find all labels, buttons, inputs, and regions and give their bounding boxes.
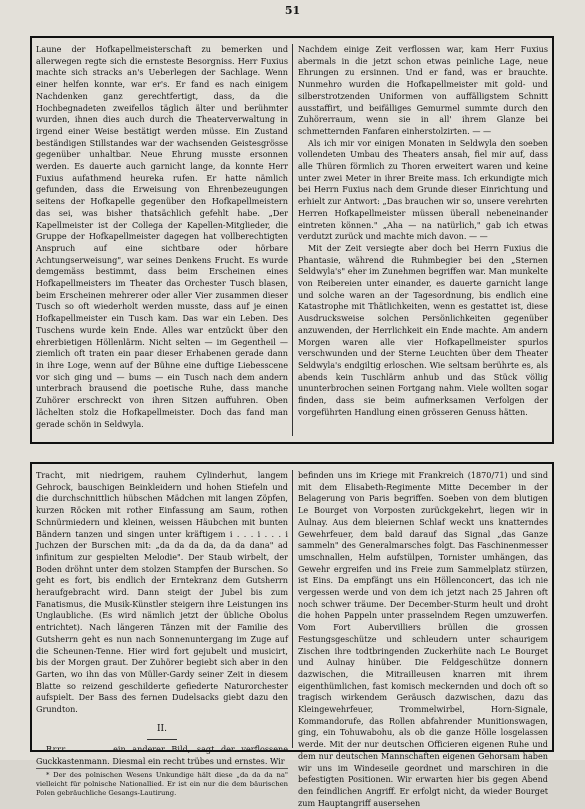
upper-right-column	[298, 44, 548, 419]
section-numeral: II.	[157, 723, 167, 734]
paragraph: befinden uns im Kriege mit Frankreich (1870/71) und sind mit dem Elisabeth-Regimente Mitte December in der Belagerung von Paris begriffen. Soeben von dem blutigen Le Bourget von Vorposten zurückgekehrt, liegen wir in Aulnay. Aus dem bleiernen Schlaf weckt uns knatterndes Gewehrfeuer, dem bald darauf das Signal „das Ganze sammeln" des Generalmarsches folgt. Das Faschinenmesser umschnallen, Helm aufstülpen, Tornister umhängen, das Gewehr ergreifen und ins Freie zum Sammelplatz stürzen, ist Eins. Da empfängt uns ein Höllenconcert, das ich nie vergessen werde und von dem ich jetzt nach 25 Jahren oft noch schwer träume. Der December-Sturm heult und droht die hohen Pappeln unter prasselndem Regen umzuwerfen. Vom Fort Aubervilliers brüllen die grossen Festungsgeschütze und schleudern unter schaurigem Zischen ihre todtbringenden Zuckerhüte nach Le Bourget und Aulnay hinüber. Die Feldgeschütze donnern dazwischen, die Mitrailleusen knarren mit ihrem eigenthümlichen, fast komisch meckernden und doch oft so tragisch wirkendem Geräusch dazwischen, dazu das Kleingewehrfeuer, Trommelwirbel, Horn-Signale, Kommandorufe, das Rollen abfahrender Munitionswagen, ging, ein Tohuwabohu, als ob die ganze Hölle losgelassen werde. Mit der nur deutschen Officieren eigenen Ruhe und dem nur deutschen Mannschaften eigenen Gehorsam haben wir uns im Windeseile geordnet und marschiren in die befestigten Positionen. Wir erwarten hier bis gegen Abend den feindlichen Angriff. Er erfolgt nicht, da wieder Bourget zum Hauptangriff ausersehen	[298, 470, 548, 808]
lower-text-frame	[30, 462, 554, 808]
column-divider	[292, 44, 293, 436]
column-divider	[292, 470, 293, 748]
upper-left-column	[36, 44, 288, 430]
page-number: 51	[284, 4, 301, 17]
paragraph: Mit der Zeit versiegte aber doch bei Herrn Fuxius die Phantasie, während die Ruhmbegier bei den „Sternen Seldwyla's" eher im Zunehmen begriffen war. Man munkelte von Reibereien unter einander, es dauerte garnicht lange und solche waren an der Tagesordnung, bis endlich eine Katastrophe mit Thätlichkeiten, wenn es gestattet ist, diese Ausdrucksweise solchen Persönlichkeiten gegenüber anzuwenden, der Herrlichkeit ein Ende machte. Am andern Morgen waren alle vier Hofkapellmeister spurlos verschwunden und der Sterne Leuchten über dem Theater Seldwyla's endgiltig erloschen. Wie seltsam berührte es, als abends kein Tuschlärm anhub und das Stück völlig ununterbrochen seinen Fortgang nahm. Viele wollten sogar finden, dass sie beim aufmerksamen Verfolgen der vorgeführten Handlung einen grösseren Genuss hätten.	[298, 242, 548, 417]
opening-word: Rrrr . . . .	[46, 744, 107, 755]
section-opening-paragraph	[36, 744, 288, 767]
upper-text-frame	[30, 36, 554, 444]
section-rule	[147, 739, 177, 740]
paragraph: Tracht, mit niedrigem, rauhem Cylinderhut, langem Gehrock, bauschigen Beinkleidern und hohen Stiefeln und die durchschnittlich hübschen Mädchen mit langen Zöpfen, kurzen Röcken mit rother Einfassung am Saum, rothen Schnürmiedern und kleinen, weissen Häubchen mit bunten Bändern tanzen und singen unter kräftigem i . . . i . . . i Juchzen der Burschen mit: „da da da da, da da dana" ad infinitum zur gespielten Melodie". Der Staub wirbelt, der Boden dröhnt unter dem stolzen Stampfen der Burschen. So geht es fort, bis endlich der Erntekranz dem Gutsherrn heraufgebracht wird. Dann steigt der Jubel bis zum Fanatismus, die Musik-Künstler steigern ihre Leistungen ins Unglaubliche. (Es wird nämlich jetzt der übliche Obolus entrichtet). Nach längeren Tänzen mit der Familie des Gutsherrn geht es nun nach Sonnenuntergang im Zuge auf die Scheunen-Tenne. Hier wird fort gejubelt und musicirt, bis der Morgen graut. Der Zuhörer begiebt sich aber in den Garten, wo ihn das von Müller-Gardy seiner Zeit in diesem Blatte so reizend geschilderte gefiederte Naturorchester aufspielt. Der Bass des fernen Dudelsacks giebt dazu den Grundton.	[36, 470, 288, 715]
opening-text: ein anderer Bild, sagt der verflossene Guckkastenmann. Diesmal ein recht trübes und ernstes. Wir	[36, 744, 288, 767]
lower-left-column	[36, 470, 288, 798]
paragraph: Laune der Hofkapellmeisterschaft zu bemerken und allerwegen regte sich die ernsteste Besorgniss. Herr Fuxius machte sich stracks an's Ueberlegen der Sachlage. Wenn einer helfen konnte, war er's. Er fand es nach einigem Nachdenken ganz gerechtfertigt, dass, da die Hochbegnadeten zweifellos täglich älter und berühmter wurden, ihnen dies auch durch die Theaterverwaltung in irgend einer Weise bestätigt werden müsse. Ein Zustand beständigen Stillstandes war der wachsenden Geistesgrösse gegenüber unhaltbar. Neue Ehrung musste ersonnen werden. Es dauerte auch garnicht lange, da konnte Herr Fuxius aufathmend heureka rufen. Er hatte nämlich gefunden, dass die Erweisung von Ehrenbezeugungen seitens der Hofkapelle gegenüber den Hofkapellmeistern das sei, was bisher thatsächlich gefehlt habe. „Der Kapellmeister ist der Collega der Kapellen-Mitglieder, die Gruppe der Hofkapellmeister dagegen hat vollberechtigten Anspruch auf eine sichtbare oder hörbare Achtungserweisung", war seines Denkens Frucht. Es wurde demgemäss bestimmt, dass beim Erscheinen eines Hofkapellmeisters im Theater das Orchester Tusch blasen, beim Erscheinen mehrerer oder aller Vier zusammen dieser Tusch so oft wiederholt werden musste, dass auf je einen Hofkapellmeister ein Tusch kam. Das war ein Leben. Des Tuschens wurde kein Ende. Alles war entzückt über den ehrerbietigen Höllenlärm. Nicht selten — im Gegentheil — ziemlich oft traten ein paar dieser Erhabenen gerade dann in ihre Loge, wenn auf der Bühne eine duftige Liebesscene vor sich ging und — bums — ein Tusch nach dem andern unterbrach brausend die poetische Ruhe, dass manche Zuhörer erschreckt von ihren Sitzen auffuhren. Oben lächelten stolz die Hofkapellmeister. Doch das fand man gerade schön in Seldwyla.	[36, 44, 288, 429]
footnote: * Der des polnischen Wesens Unkundige hält diese „da da da na" vielleicht für polnische Nationallied. Er ist ein nur die dem bäurischen Polen gebräuchliche Gesangs-Lautirung.	[36, 768, 288, 798]
lower-right-column	[298, 470, 548, 809]
paragraph: Als ich mir vor einigen Monaten in Seldwyla den soeben vollendeten Umbau des Theaters ansah, fiel mir auf, dass alle Thüren förmlich zu Thoren erweitert waren und keine unter zwei Meter in ihrer Breite mass. Ich erkundigte mich bei Herrn Fuxius nach dem Grunde dieser Einrichtung und erhielt zur Antwort: „Das brauchen wir so, unsere verehrten Herren Hofkapellmeister müssen überall nebeneinander eintreten können." „Aha — na natürlich," gab ich etwas verdutzt zurück und machte mich davon. — —	[298, 137, 548, 242]
paragraph: Nachdem einige Zeit verflossen war, kam Herr Fuxius abermals in die jetzt schon etwas peinliche Lage, neue Ehrungen zu ersinnen. Und er fand, was er brauchte. Nunmehro wurden die Hofkapellmeister mit gold- und silberstrotzenden Uniformen von auffälligstem Schnitt ausstaffirt, und beifälliges Gemurmel summte durch den Zuhörerraum, wenn sie in all' ihrem Glanze bei schmetternden Fanfaren einherstolzirten. — —	[298, 44, 548, 136]
